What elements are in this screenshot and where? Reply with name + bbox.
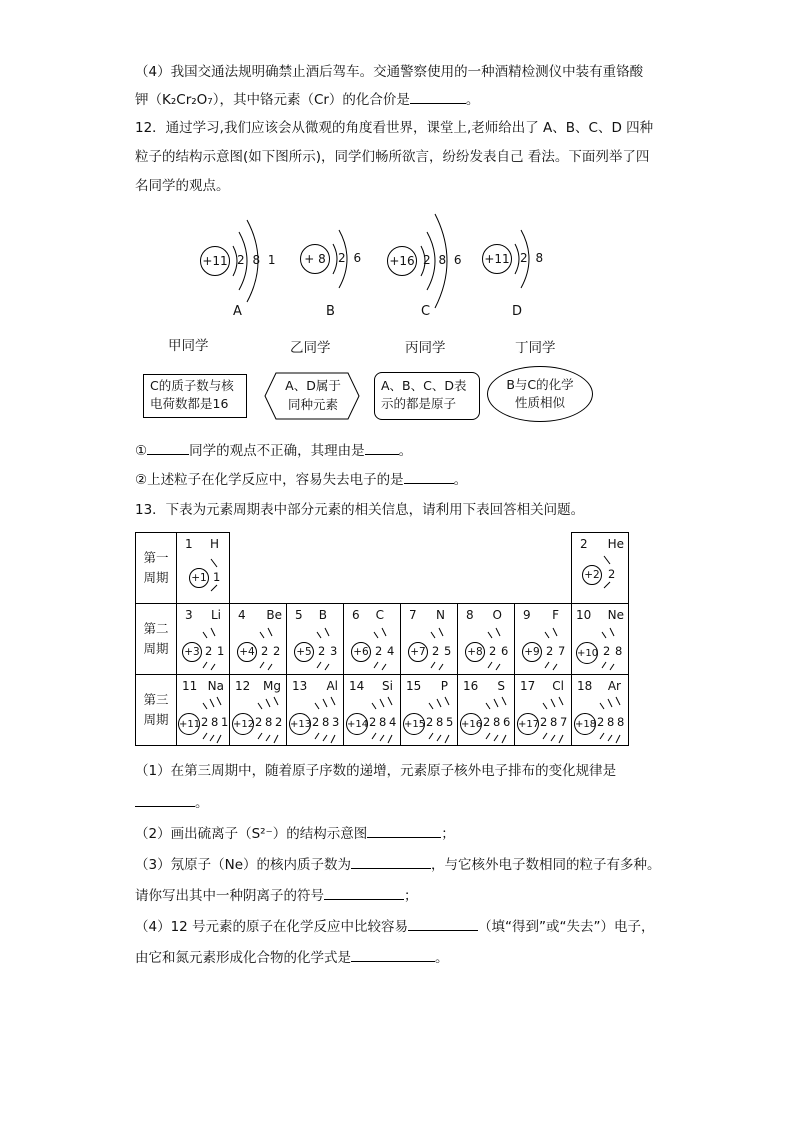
- atom-label: D: [512, 304, 523, 319]
- q12-line1: 12．通过学习,我们应该会从微观的角度看世界，课堂上,老师给出了 A、B、C、D 四种: [135, 120, 654, 136]
- q12-sub2: ②上述粒子在化学反应中，容易失去电子的是 。: [135, 469, 467, 490]
- table-row: [136, 533, 629, 604]
- table-row: [136, 604, 629, 675]
- electron-shells: 2 8: [520, 251, 544, 265]
- opinion-box-ding: B与C的化学 性质相似: [487, 366, 593, 422]
- answer-blank[interactable]: [408, 916, 478, 931]
- atom-diagram-a: [195, 210, 305, 320]
- table-gap: [230, 533, 572, 604]
- element-cell: 3 Li +3 2 1: [177, 604, 230, 675]
- answer-blank[interactable]: [365, 440, 399, 455]
- student-name: 丁同学: [515, 340, 556, 356]
- element-cell: 15 P +15 2 8 5: [401, 675, 458, 746]
- element-cell: 11 Na +11 2 8 1: [177, 675, 230, 746]
- q13-s1-line2: 。: [135, 792, 209, 813]
- answer-blank[interactable]: [324, 885, 404, 900]
- opinion-box-jia: C的质子数与核 电荷数都是16: [143, 374, 247, 418]
- electron-shells: 2 6: [338, 251, 362, 265]
- element-cell-he: 2 He +2 2: [572, 533, 629, 604]
- opinion-box-yi: A、D属于 同种元素: [285, 378, 341, 412]
- atom-diagram-c: [385, 210, 495, 320]
- periodic-table: [135, 532, 629, 746]
- element-cell: 4 Be +4 2 2: [230, 604, 287, 675]
- element-cell: 14 Si +14 2 8 4: [344, 675, 401, 746]
- q13-s2: （2）画出硫离子（S²⁻）的结构示意图 ；: [135, 823, 455, 844]
- element-cell: 13 Al +13 2 8 3: [287, 675, 344, 746]
- q13-s3-line1: （3）氖原子（Ne）的核内质子数为 ，与它核外电子数相同的粒子有多种。: [135, 854, 661, 875]
- nucleus: + 8: [300, 244, 330, 274]
- q12-line3: 名同学的观点。: [135, 178, 230, 194]
- element-cell: 17 Cl +17 2 8 7: [515, 675, 572, 746]
- q12-sub1: ① 同学的观点不正确，其理由是 。: [135, 440, 412, 461]
- period-label: 第三 周期: [136, 675, 177, 746]
- electron-shells: 2 8 6: [423, 253, 462, 267]
- element-cell: 6 C +6 2 4: [344, 604, 401, 675]
- table-row: [136, 675, 629, 746]
- atom-diagram-b: [298, 210, 398, 320]
- q11-4-line1: （4）我国交通法规明确禁止酒后驾车。交通警察使用的一种酒精检测仪中装有重铬酸: [135, 64, 644, 80]
- q13-intro: 13．下表为元素周期表中部分元素的相关信息，请利用下表回答相关问题。: [135, 502, 585, 518]
- atom-label: B: [326, 304, 335, 319]
- period-label: 第一 周期: [136, 533, 177, 604]
- student-name: 丙同学: [405, 340, 446, 356]
- element-cell-h: 1 H +1 1: [177, 533, 230, 604]
- answer-blank[interactable]: [351, 854, 431, 869]
- nucleus: +11: [482, 244, 512, 274]
- element-cell: 10 Ne +10 2 8: [572, 604, 629, 675]
- atom-label: A: [233, 304, 242, 319]
- answer-blank[interactable]: [367, 823, 441, 838]
- nucleus: +16: [387, 246, 417, 276]
- element-cell: 8 O +8 2 6: [458, 604, 515, 675]
- q13-s3-line2: 请你写出其中一种阴离子的符号 ；: [135, 885, 418, 906]
- element-cell: 18 Ar +18 2 8 8: [572, 675, 629, 746]
- element-cell: 12 Mg +12 2 8 2: [230, 675, 287, 746]
- nucleus: +11: [200, 246, 230, 276]
- answer-blank[interactable]: [410, 89, 466, 104]
- q13-s1-line1: （1）在第三周期中，随着原子序数的递增，元素原子核外电子排布的变化规律是: [135, 763, 617, 779]
- answer-blank[interactable]: [147, 440, 189, 455]
- element-cell: 9 F +9 2 7: [515, 604, 572, 675]
- opinion-box-bing: A、B、C、D表 示的都是原子: [374, 372, 480, 420]
- q12-line2: 粒子的结构示意图(如下图所示)，同学们畅所欲言，纷纷发表自己 看法。下面列举了四: [135, 149, 650, 165]
- element-cell: 16 S +16 2 8 6: [458, 675, 515, 746]
- student-name: 甲同学: [168, 338, 209, 354]
- period-label: 第二 周期: [136, 604, 177, 675]
- answer-blank[interactable]: [135, 792, 195, 807]
- atom-label: C: [421, 304, 431, 319]
- q11-4-line2: 钾（K₂Cr₂O₇），其中铬元素（Cr）的化合价是 。: [135, 89, 479, 110]
- element-cell: 5 B +5 2 3: [287, 604, 344, 675]
- element-cell: 7 N +7 2 5: [401, 604, 458, 675]
- electron-shells: 2 8 1: [237, 253, 276, 267]
- atom-diagram-d: [480, 210, 580, 320]
- q13-s4-line1: （4）12 号元素的原子在化学反应中比较容易 （填“得到”或“失去”）电子，: [135, 916, 655, 937]
- q13-s4-line2: 由它和氮元素形成化合物的化学式是 。: [135, 947, 449, 968]
- answer-blank[interactable]: [351, 947, 435, 962]
- answer-blank[interactable]: [404, 469, 454, 484]
- student-name: 乙同学: [290, 340, 331, 356]
